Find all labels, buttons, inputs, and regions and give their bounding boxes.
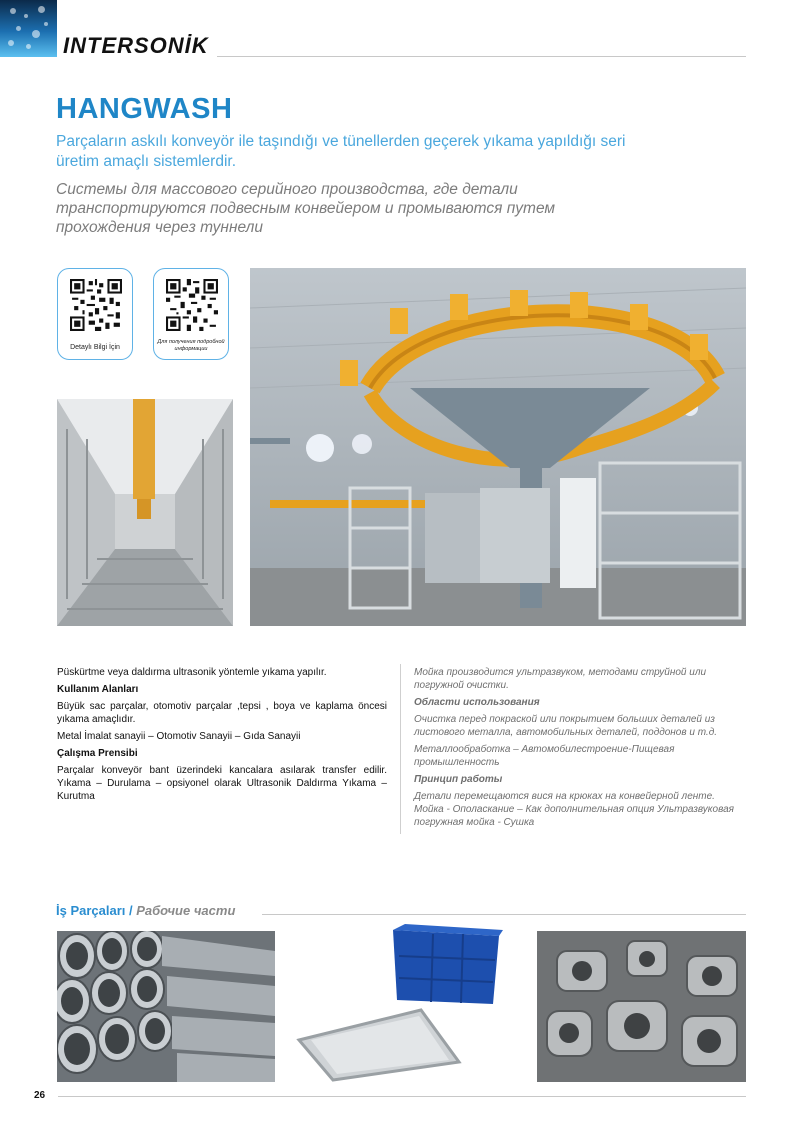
usage-heading: Kullanım Alanları	[57, 684, 139, 695]
column-divider	[400, 664, 401, 834]
parts-title-russian: Рабочие части	[136, 903, 236, 918]
blue-crate-and-tray-photo	[293, 922, 505, 1082]
description-russian	[414, 666, 734, 829]
steel-pipes-photo	[57, 931, 275, 1082]
principle-text: Parçalar konveyör bant üzerindeki kancalara asılarak transfer edilir. Yıkama – Durulama – opsiyonel olarak Ultrasonik Daldırma Yıkama – Kurutma	[57, 765, 387, 802]
qr-card-turkish[interactable]	[57, 268, 133, 360]
usage-heading: Области использования	[414, 697, 540, 708]
description-turkish	[57, 666, 387, 803]
qr-card-russian[interactable]	[153, 268, 229, 360]
sectors-text: Металлообработка – Автомобилестроение-Пищевая промышленность	[414, 744, 675, 768]
sectors-text: Metal İmalat sanayii – Otomotiv Sanayii – Gıda Sanayii	[57, 731, 301, 742]
subtitle-turkish: Parçaların askılı konveyör ile taşındığı ve tünellerden geçerek yıkama yapıldığı seri üretim amaçlı sistemlerdir.	[56, 133, 626, 170]
principle-heading: Çalışma Prensibi	[57, 748, 138, 759]
qr-caption: Для получения подробной информации	[157, 339, 225, 352]
page-number: 26	[34, 1090, 46, 1101]
overhead-conveyor-photo	[250, 268, 746, 626]
principle-heading: Принцип работы	[414, 774, 503, 785]
conveyor-tunnel-photo	[57, 399, 233, 626]
brand-logo-icon	[0, 0, 57, 57]
header-divider	[217, 56, 746, 57]
qr-code-icon	[70, 279, 122, 331]
usage-text: Очистка перед покраской или покрытием больших деталей из листового металла, автомобильных деталей, поддонов и т.д.	[414, 714, 718, 738]
page-title: HANGWASH	[56, 93, 233, 125]
intro-text: Püskürtme veya daldırma ultrasonik yöntemle yıkama yapılır.	[57, 667, 327, 678]
brand-name: INTERSONİK	[63, 33, 209, 58]
parts-title-separator: /	[125, 903, 137, 918]
qr-caption: Detaylı Bilgi İçin	[70, 344, 120, 351]
parts-title-turkish: İş Parçaları	[56, 903, 126, 918]
footer-divider	[58, 1096, 746, 1097]
qr-code-icon	[166, 279, 218, 331]
principle-text: Детали перемещаются вися на крюках на конвейерной ленте. Мойка - Ополаскание – Как дополнительная опция Ультразвуковая погружная мойка - Сушка	[414, 791, 734, 828]
subtitle-russian: Системы для массового серийного производства, где детали транспортируются подвесным конвейером и промываются путем прохождения через туннели	[56, 181, 556, 236]
metal-castings-photo	[537, 931, 746, 1082]
parts-divider	[262, 914, 746, 915]
parts-section-heading	[56, 903, 235, 919]
usage-text: Büyük sac parçalar, otomotiv parçalar ,tepsi , boya ve kaplama öncesi yıkama amaçlıdır.	[57, 701, 387, 725]
intro-text: Мойка производится ультразвуком, методами струйной или погружной очистки.	[414, 667, 707, 691]
